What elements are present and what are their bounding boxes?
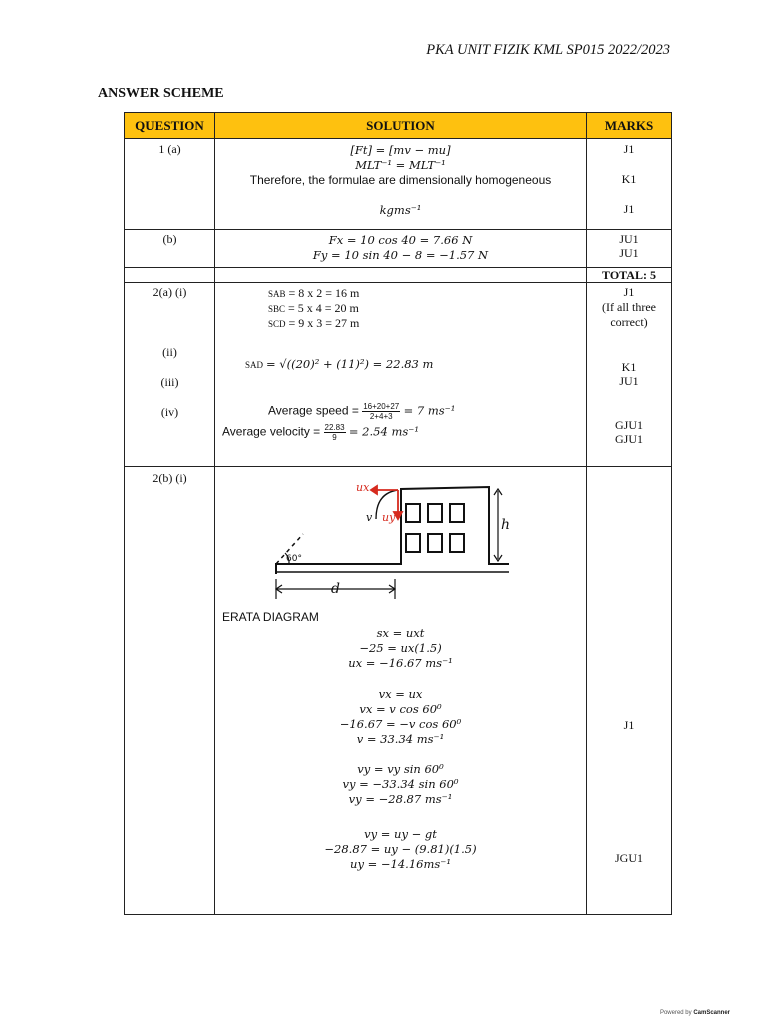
solution-line: Fy = 10 sin 40 − 8 = −1.57 N [312, 248, 489, 262]
question-label: 2(a) (i) [152, 285, 187, 299]
s-ad-value: = √((20)² + (11)²) = 22.83 m [266, 357, 434, 371]
average-velocity-fraction [324, 423, 346, 442]
question-cell [125, 283, 215, 467]
erata-note: ERATA DIAGRAM [222, 610, 319, 624]
uy-label: uy [382, 511, 396, 524]
v-label: v [366, 511, 373, 524]
table-row-2b [125, 467, 672, 915]
mark-label: J1 [623, 718, 635, 732]
solution-line: Fx = 10 cos 40 = 7.66 N [328, 233, 473, 247]
question-label: 2(b) (i) [152, 471, 187, 485]
fraction-denominator: 9 [332, 433, 337, 442]
mark-label: JU1 [619, 374, 639, 388]
question-label: (b) [162, 232, 177, 246]
mark-label: J1 [623, 142, 635, 156]
table-row-2a [125, 283, 672, 467]
marks-cell [587, 230, 672, 268]
question-label: (iv) [160, 405, 179, 419]
solution-line: sx = uxt [376, 626, 425, 640]
h-label: h [501, 517, 511, 533]
mark-label: J1 [623, 285, 635, 299]
solution-line: −16.67 = −v cos 60⁰ [339, 717, 462, 731]
mark-label: GJU1 [614, 418, 643, 432]
average-velocity-line [222, 423, 419, 442]
solution-cell [215, 283, 587, 467]
average-speed-fraction [362, 402, 400, 421]
mark-label: JU1 [619, 246, 639, 260]
document-header: PKA UNIT FIZIK KML SP015 2022/2023 [426, 42, 670, 58]
answer-scheme-table [124, 112, 672, 915]
empty-cell [215, 268, 587, 283]
building-outline [276, 487, 509, 574]
total-label: TOTAL: 5 [602, 268, 656, 282]
solution-line: ux = −16.67 ms⁻¹ [348, 656, 453, 670]
solution-line: MLT⁻¹ = MLT⁻¹ [355, 158, 446, 172]
table-header-row [125, 113, 672, 139]
mark-label: J1 [623, 202, 635, 216]
table-row-1b [125, 230, 672, 268]
mark-note: correct) [610, 315, 648, 329]
solution-cell [215, 467, 587, 915]
s-ab-value: = 8 x 2 = 16 m [288, 286, 360, 300]
s-ad-symbol: SAD [245, 360, 264, 370]
mark-label: JU1 [619, 232, 639, 246]
mark-note: (If all three [602, 300, 656, 314]
solution-line: vy = −33.34 sin 60⁰ [342, 777, 459, 791]
question-label: (ii) [162, 345, 177, 359]
solution-line: [Ft] = [mv − mu] [350, 143, 451, 157]
question-cell [125, 230, 215, 268]
average-speed-line [268, 402, 455, 421]
marks-cell [587, 467, 672, 915]
solution-line: −25 = ux(1.5) [359, 641, 442, 655]
solution-line: vx = ux [378, 687, 423, 701]
solution-line: vy = −28.87 ms⁻¹ [348, 792, 453, 806]
marks-cell [587, 139, 672, 230]
solution-line: v = 33.34 ms⁻¹ [356, 732, 445, 746]
d-label: d [331, 581, 340, 597]
question-label: 1 (a) [158, 142, 181, 156]
solution-line: vy = vy sin 60⁰ [357, 762, 444, 776]
mark-label: K1 [621, 360, 637, 374]
column-header-marks: MARKS [587, 113, 672, 139]
s-bc-symbol: SBC [268, 304, 286, 314]
mark-label: K1 [621, 172, 637, 186]
s-cd-symbol: SCD [268, 319, 286, 329]
solution-line: vx = v cos 60⁰ [359, 702, 442, 716]
solution-line: vy = uy − gt [364, 827, 437, 841]
fraction-numerator: 22.83 [324, 423, 345, 432]
column-header-question: QUESTION [125, 113, 215, 139]
s-ab-line [268, 286, 359, 301]
solution-line: −28.87 = uy − (9.81)(1.5) [324, 842, 477, 856]
projectile-diagram [273, 479, 523, 609]
angle-label: 60° [286, 554, 302, 564]
page-title: ANSWER SCHEME [98, 86, 224, 101]
solution-cell [215, 139, 587, 230]
fraction-numerator: 16+20+27 [363, 402, 400, 411]
total-cell [587, 268, 672, 283]
s-bc-value: = 5 x 4 = 20 m [288, 301, 359, 315]
table-row-1a [125, 139, 672, 230]
scanner-watermark [660, 1010, 730, 1016]
average-speed-result: = 7 ms⁻¹ [403, 403, 456, 418]
empty-cell [125, 268, 215, 283]
watermark-text: Powered by [659, 1010, 692, 1016]
solution-line: uy = −14.16ms⁻¹ [350, 857, 451, 871]
table-row-total [125, 268, 672, 283]
s-cd-value: = 9 x 3 = 27 m [288, 316, 360, 330]
average-velocity-result: = 2.54 ms⁻¹ [348, 424, 419, 439]
solution-cell [215, 230, 587, 268]
ux-label: ux [356, 481, 370, 494]
average-velocity-label: Average velocity = [222, 424, 321, 439]
s-ab-symbol: SAB [268, 289, 286, 299]
fraction-denominator: 2+4+3 [369, 412, 393, 421]
s-bc-line [268, 301, 359, 316]
question-cell [125, 139, 215, 230]
marks-cell [587, 283, 672, 467]
mark-label: JGU1 [614, 851, 643, 865]
s-cd-line [268, 316, 359, 331]
column-header-solution: SOLUTION [215, 113, 587, 139]
solution-line: kgms⁻¹ [379, 203, 422, 217]
question-cell [125, 467, 215, 915]
mark-label: GJU1 [614, 432, 643, 446]
solution-line: Therefore, the formulae are dimensionally homogeneous [249, 173, 552, 187]
watermark-brand: CamScanner [693, 1010, 730, 1016]
question-label: (iii) [160, 375, 179, 389]
average-speed-label: Average speed = [268, 403, 359, 418]
s-ad-line [245, 357, 433, 372]
